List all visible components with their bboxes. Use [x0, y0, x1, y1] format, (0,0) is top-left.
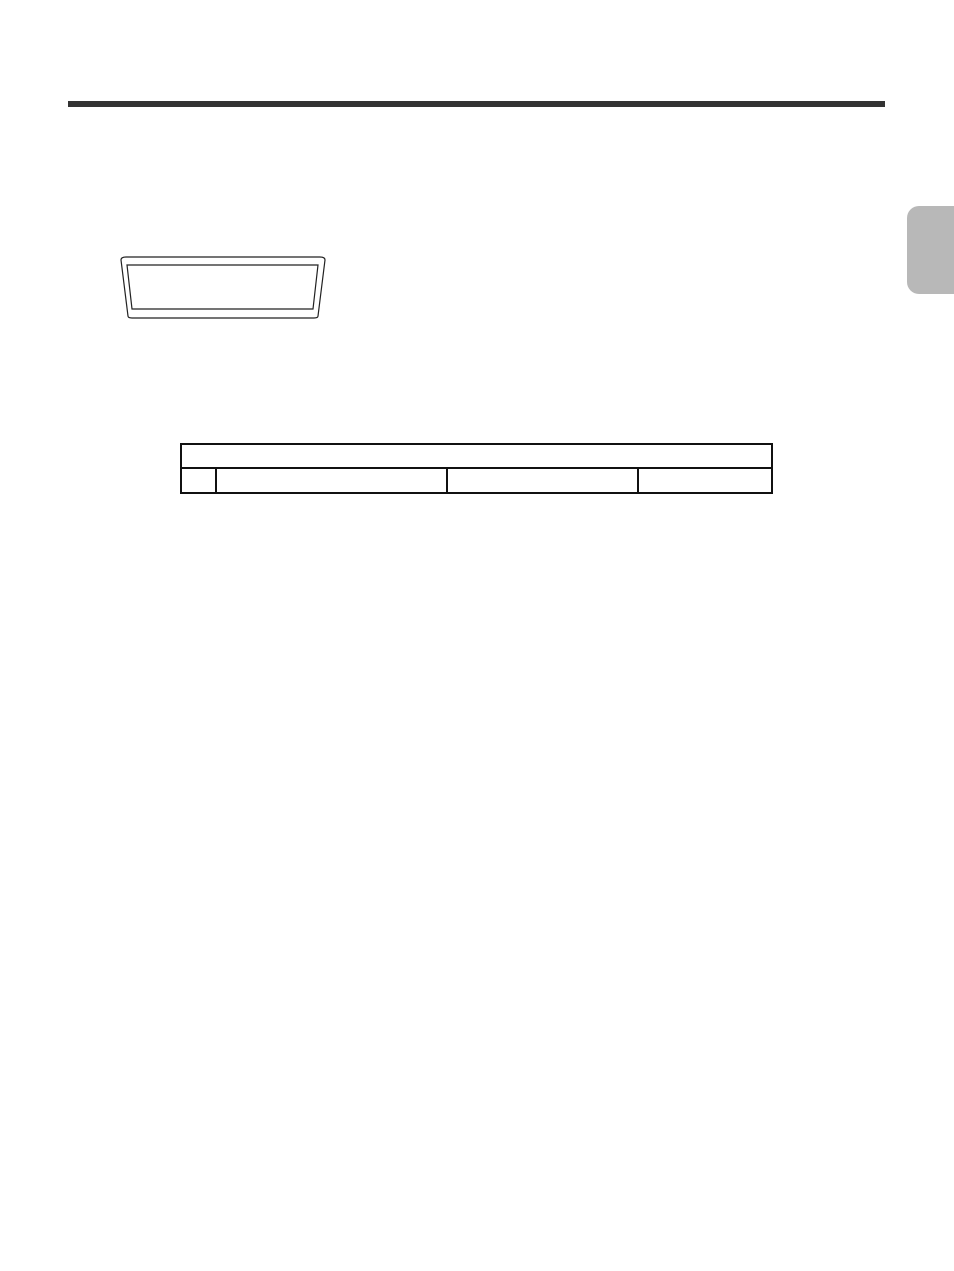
table-caption: [181, 444, 772, 468]
header-signal: [216, 468, 447, 493]
pinout-table: [180, 443, 773, 494]
language-tab[interactable]: [907, 206, 954, 294]
table-caption-row: [181, 444, 772, 468]
table-header-row: [181, 468, 772, 493]
scart-connector-illustration: [118, 254, 328, 320]
header-impedance: [638, 468, 772, 493]
header-signal-level: [447, 468, 638, 493]
title-divider: [68, 101, 885, 107]
header-pin: [181, 468, 216, 493]
